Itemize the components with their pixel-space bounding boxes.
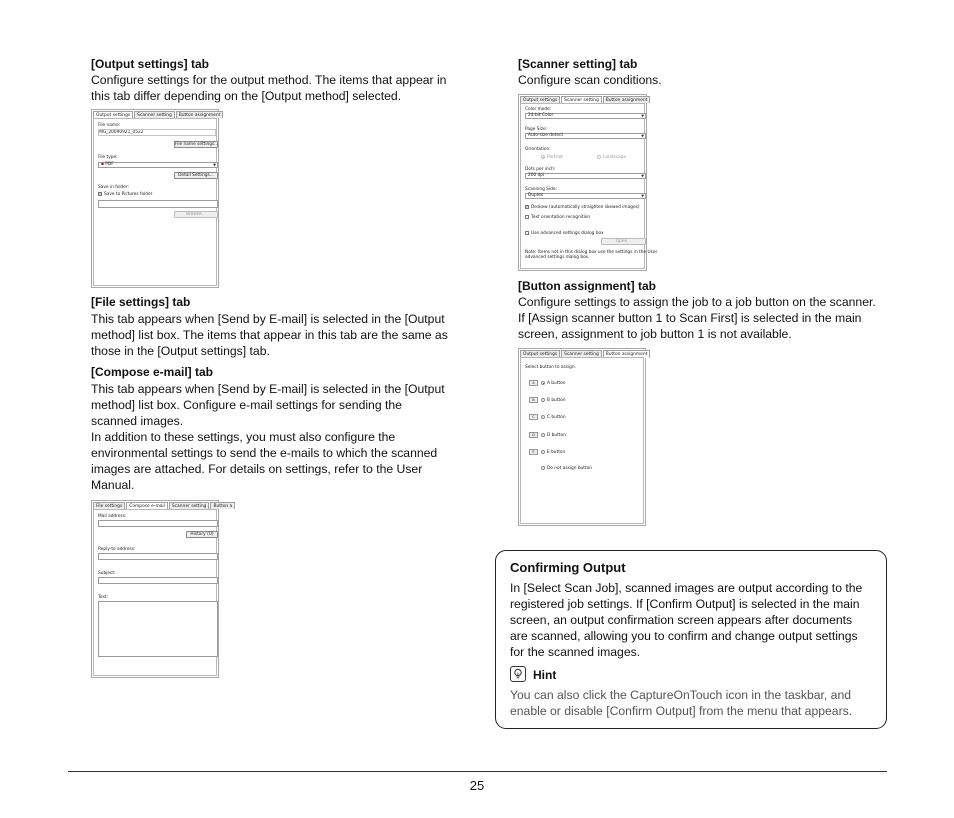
output-settings-dialog-image (91, 109, 219, 288)
hint-body: You can also click the CaptureOnTouch icon in the taskbar, and enable or disable [Confirm Output] from the menu that appears. (510, 688, 853, 718)
mail-address-label: Mail address: (98, 514, 127, 519)
mail-address-input[interactable] (98, 520, 218, 527)
button-assignment-heading: [Button assignment] tab (518, 279, 656, 293)
key-e-icon: E (529, 449, 538, 455)
text-label: Text: (98, 595, 109, 600)
dropdown-arrow-icon: ▼ (641, 174, 644, 178)
tab-scanner-setting[interactable]: Scanner setting (134, 111, 175, 118)
save-to-pictures-label: Save to Pictures folder (104, 192, 153, 197)
key-d-icon: D (529, 432, 538, 438)
confirming-output-title: Confirming Output (510, 560, 626, 575)
hint-label: Hint (533, 668, 557, 682)
tab-button-assignment[interactable]: Button assignment (603, 96, 651, 103)
page-number: 25 (469, 778, 485, 793)
tab-output-settings[interactable]: Output settings (520, 350, 560, 357)
dropdown-arrow-icon: ▼ (641, 114, 644, 118)
subject-label: Subject: (98, 571, 116, 576)
file-type-label: File type: (98, 155, 118, 160)
folder-path-input[interactable] (98, 200, 218, 208)
key-c-icon: C (529, 414, 538, 420)
text-orientation-label: Text orientation recognition (531, 215, 591, 220)
file-name-input[interactable] (98, 129, 216, 136)
compose-email-description: This tab appears when [Send by E-mail] is selected in the [Output method] list box. Configure e-mail settings for sending the scanned images. In addition to these settings, you must also configure the environmental settings to send the e-mails to which the scanned images are attached. For details on settings, refer to the User Manual. (91, 382, 445, 492)
dpi-select[interactable]: 200 dpi ▼ (525, 173, 646, 179)
note-text: advanced settings dialog box. (525, 255, 590, 260)
note-text: Note: Items not in this dialog box use the settings in the User (525, 250, 658, 255)
tab-scanner-setting[interactable]: Scanner setting (561, 96, 602, 104)
text-orientation-checkbox[interactable] (525, 215, 529, 219)
page-size-label: Page Size: (525, 127, 548, 132)
tab-file-settings[interactable]: File settings (93, 502, 125, 509)
select-button-label: Select button to assign. (525, 365, 576, 370)
color-mode-select[interactable]: 24-bit Color ▼ (525, 113, 646, 119)
button-assignment-description: Configure settings to assign the job to a job button on the scanner. If [Assign scanner button 1 to Scan First] is selected in the main screen, assignment to job button 1 is not available. (518, 295, 876, 341)
dropdown-arrow-icon: ▼ (641, 194, 644, 198)
key-a-icon: A (529, 380, 538, 386)
tab-scanner-setting[interactable]: Scanner setting (561, 350, 602, 357)
compose-email-dialog-image (91, 500, 233, 678)
do-not-assign-radio[interactable] (541, 466, 545, 470)
file-settings-heading: [File settings] tab (91, 295, 191, 309)
c-button-radio[interactable] (541, 415, 545, 419)
landscape-radio[interactable] (597, 155, 601, 159)
history-button[interactable]: History (U) (186, 531, 218, 538)
dpi-label: Dots per inch: (525, 167, 556, 172)
open-button[interactable]: Open... (601, 238, 646, 245)
a-button-label: A button (547, 381, 566, 386)
tab-button-assignment[interactable]: Button assignment (603, 350, 651, 358)
c-button-label: C button (547, 415, 566, 420)
tab-output-settings[interactable]: Output settings (520, 96, 560, 103)
scanner-setting-dialog-image (518, 94, 658, 271)
file-name-label: File name: (98, 123, 121, 128)
d-button-radio[interactable] (541, 433, 545, 437)
file-type-select[interactable]: ▪ PDF ▼ (98, 162, 218, 168)
e-button-label: E button (547, 450, 566, 455)
d-button-label: D button (547, 433, 566, 438)
page-size-select[interactable]: Auto-size detect ▼ (525, 133, 646, 139)
portrait-radio[interactable] (541, 155, 545, 159)
scanning-side-select[interactable]: Duplex ▼ (525, 193, 646, 199)
scanner-setting-heading: [Scanner setting] tab (518, 57, 638, 71)
detail-settings-button[interactable]: Detail Settings... (174, 172, 218, 179)
text-area[interactable] (98, 601, 218, 657)
reply-to-input[interactable] (98, 553, 218, 560)
color-mode-label: Color mode: (525, 107, 552, 112)
lightbulb-icon (510, 666, 526, 682)
dropdown-arrow-icon: ▼ (213, 163, 216, 167)
subject-input[interactable] (98, 577, 218, 584)
deskew-checkbox[interactable] (525, 205, 529, 209)
advanced-settings-checkbox[interactable] (525, 231, 529, 235)
do-not-assign-label: Do not assign button (547, 466, 592, 471)
reply-to-label: Reply-to address: (98, 547, 136, 552)
output-settings-description: Configure settings for the output method. The items that appear in this tab differ depending on the [Output method] selected. (91, 73, 447, 103)
landscape-label: Landscape (603, 155, 627, 160)
b-button-radio[interactable] (541, 398, 545, 402)
file-name-value: IMG_20090921_0522 (98, 130, 144, 135)
e-button-radio[interactable] (541, 450, 545, 454)
footer-divider (68, 771, 887, 772)
a-button-radio[interactable] (541, 381, 545, 385)
deskew-label: Deskew (automatically straighten skewed images) (531, 205, 640, 210)
button-assignment-dialog-image (518, 348, 646, 526)
browse-button[interactable]: Browse... (174, 211, 218, 218)
compose-email-heading: [Compose e-mail] tab (91, 365, 214, 379)
portrait-label: Portrait (547, 155, 563, 160)
tab-scanner-setting[interactable]: Scanner setting (169, 502, 210, 509)
scanner-setting-description: Configure scan conditions. (518, 73, 662, 87)
orientation-label: Orientation: (525, 147, 551, 152)
save-in-folder-label: Save in folder: (98, 185, 130, 190)
tab-button-assignment[interactable]: Button assignment (176, 111, 224, 118)
tab-compose-email[interactable]: Compose e-mail (126, 502, 168, 510)
file-name-settings-button[interactable]: File name settings... (175, 142, 219, 147)
b-button-label: B button (547, 398, 566, 403)
key-b-icon: B (529, 397, 538, 403)
output-settings-heading: [Output settings] tab (91, 57, 209, 71)
pdf-icon: ▪ (101, 162, 104, 167)
save-to-pictures-checkbox[interactable] (98, 192, 102, 196)
tab-button-assignment[interactable]: Button a (210, 502, 235, 509)
file-settings-description: This tab appears when [Send by E-mail] is selected in the [Output method] list box. The items that appear in this tab are the same as those in the [Output settings] tab. (91, 312, 448, 358)
confirming-output-body: In [Select Scan Job], scanned images are output according to the registered job settings. If [Confirm Output] is selected in the main screen, an output confirmation screen appears after documents are scanned, allowing you to confirm and change output settings for the scanned images. (510, 581, 863, 659)
dropdown-arrow-icon: ▼ (641, 134, 644, 138)
tab-output-settings[interactable]: Output settings (93, 111, 133, 119)
advanced-settings-label: Use advanced settings dialog box (531, 231, 604, 236)
scanning-side-label: Scanning Side: (525, 187, 557, 192)
